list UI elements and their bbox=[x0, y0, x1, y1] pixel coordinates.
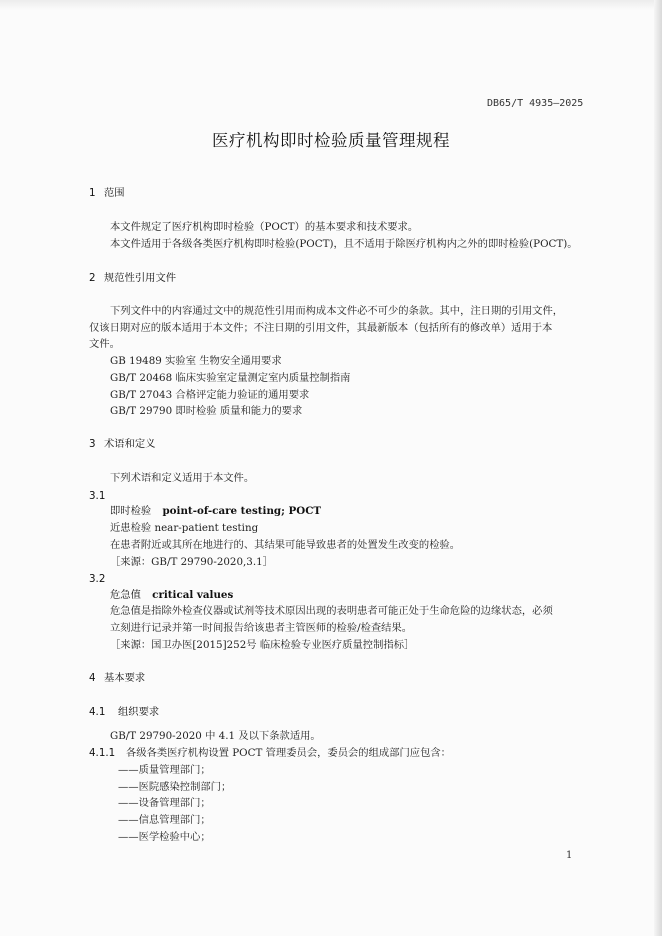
list-item: ——信息管理部门； bbox=[118, 814, 211, 826]
term-source: ［来源：GB/T 29790-2020,3.1］ bbox=[110, 556, 273, 568]
paragraph: 各级各类医疗机构设置 POCT 管理委员会，委员会的组成部门应包含： bbox=[126, 747, 451, 759]
section-4-1-heading: 组织要求 bbox=[118, 706, 160, 718]
section-1-heading: 范围 bbox=[104, 187, 125, 199]
term-en: critical values bbox=[152, 589, 234, 601]
section-1-number: 1 bbox=[89, 187, 96, 199]
term-number: 3.2 bbox=[89, 573, 106, 585]
paragraph: 本文件规定了医疗机构即时检验（POCT）的基本要求和技术要求。 bbox=[110, 221, 419, 233]
list-item: ——医院感染控制部门； bbox=[118, 781, 232, 793]
list-item: ——质量管理部门； bbox=[118, 764, 211, 776]
reference-item: GB/T 27043 合格评定能力验证的通用要求 bbox=[110, 389, 310, 401]
term-definition: 在患者附近或其所在地进行的、其结果可能导致患者的处置发生改变的检验。 bbox=[110, 539, 461, 551]
term-zh: 即时检验 bbox=[110, 505, 152, 517]
scan-edge bbox=[0, 0, 662, 10]
document-code: DB65/T 4935—2025 bbox=[487, 98, 584, 109]
document-title: 医疗机构即时检验质量管理规程 bbox=[212, 131, 450, 150]
clause-number: 4.1.1 bbox=[89, 747, 116, 759]
section-4-1-number: 4.1 bbox=[89, 706, 106, 718]
reference-item: GB/T 20468 临床实验室定量测定室内质量控制指南 bbox=[110, 372, 351, 384]
term-entry bbox=[110, 589, 233, 601]
section-3-number: 3 bbox=[89, 438, 96, 450]
reference-item: GB 19489 实验室 生物安全通用要求 bbox=[110, 355, 282, 367]
section-2-number: 2 bbox=[89, 272, 96, 284]
term-zh: 危急值 bbox=[110, 589, 141, 601]
term-en: point-of-care testing; POCT bbox=[162, 505, 322, 517]
list-item: ——设备管理部门； bbox=[118, 797, 211, 809]
term-alt: 近患检验 near-patient testing bbox=[110, 522, 259, 534]
section-4-number: 4 bbox=[89, 672, 96, 684]
section-3-heading: 术语和定义 bbox=[104, 438, 156, 450]
term-source: ［来源：国卫办医[2015]252号 临床检验专业医疗质量控制指标］ bbox=[110, 639, 415, 651]
term-entry bbox=[110, 505, 321, 517]
reference-item: GB/T 29790 即时检验 质量和能力的要求 bbox=[110, 405, 303, 417]
paragraph: 本文件适用于各级各类医疗机构即时检验(POCT)，且不适用于除医疗机构内之外的即时检验(POCT)。 bbox=[110, 238, 578, 250]
paragraph: 下列术语和定义适用于本文件。 bbox=[110, 472, 255, 484]
list-item: ——医学检验中心； bbox=[118, 831, 211, 843]
section-2-heading: 规范性引用文件 bbox=[104, 272, 177, 284]
term-definition: 立刻进行记录并第一时间报告给该患者主管医师的检验/检查结果。 bbox=[110, 622, 413, 634]
section-4-heading: 基本要求 bbox=[104, 672, 146, 684]
page-number: 1 bbox=[566, 850, 573, 861]
term-definition: 危急值是指除外检查仪器或试剂等技术原因出现的表明患者可能正处于生命危险的边缘状态，必须 bbox=[110, 605, 553, 617]
paragraph: 下列文件中的内容通过文中的规范性引用而构成本文件必不可少的条款。其中，注日期的引用文件， bbox=[110, 305, 564, 317]
paragraph: 仅该日期对应的版本适用于本文件；不注日期的引用文件，其最新版本（包括所有的修改单）适用于本 bbox=[89, 322, 553, 334]
paragraph: 文件。 bbox=[89, 338, 120, 350]
paragraph: GB/T 29790-2020 中 4.1 及以下条款适用。 bbox=[110, 730, 321, 742]
term-number: 3.1 bbox=[89, 490, 106, 502]
